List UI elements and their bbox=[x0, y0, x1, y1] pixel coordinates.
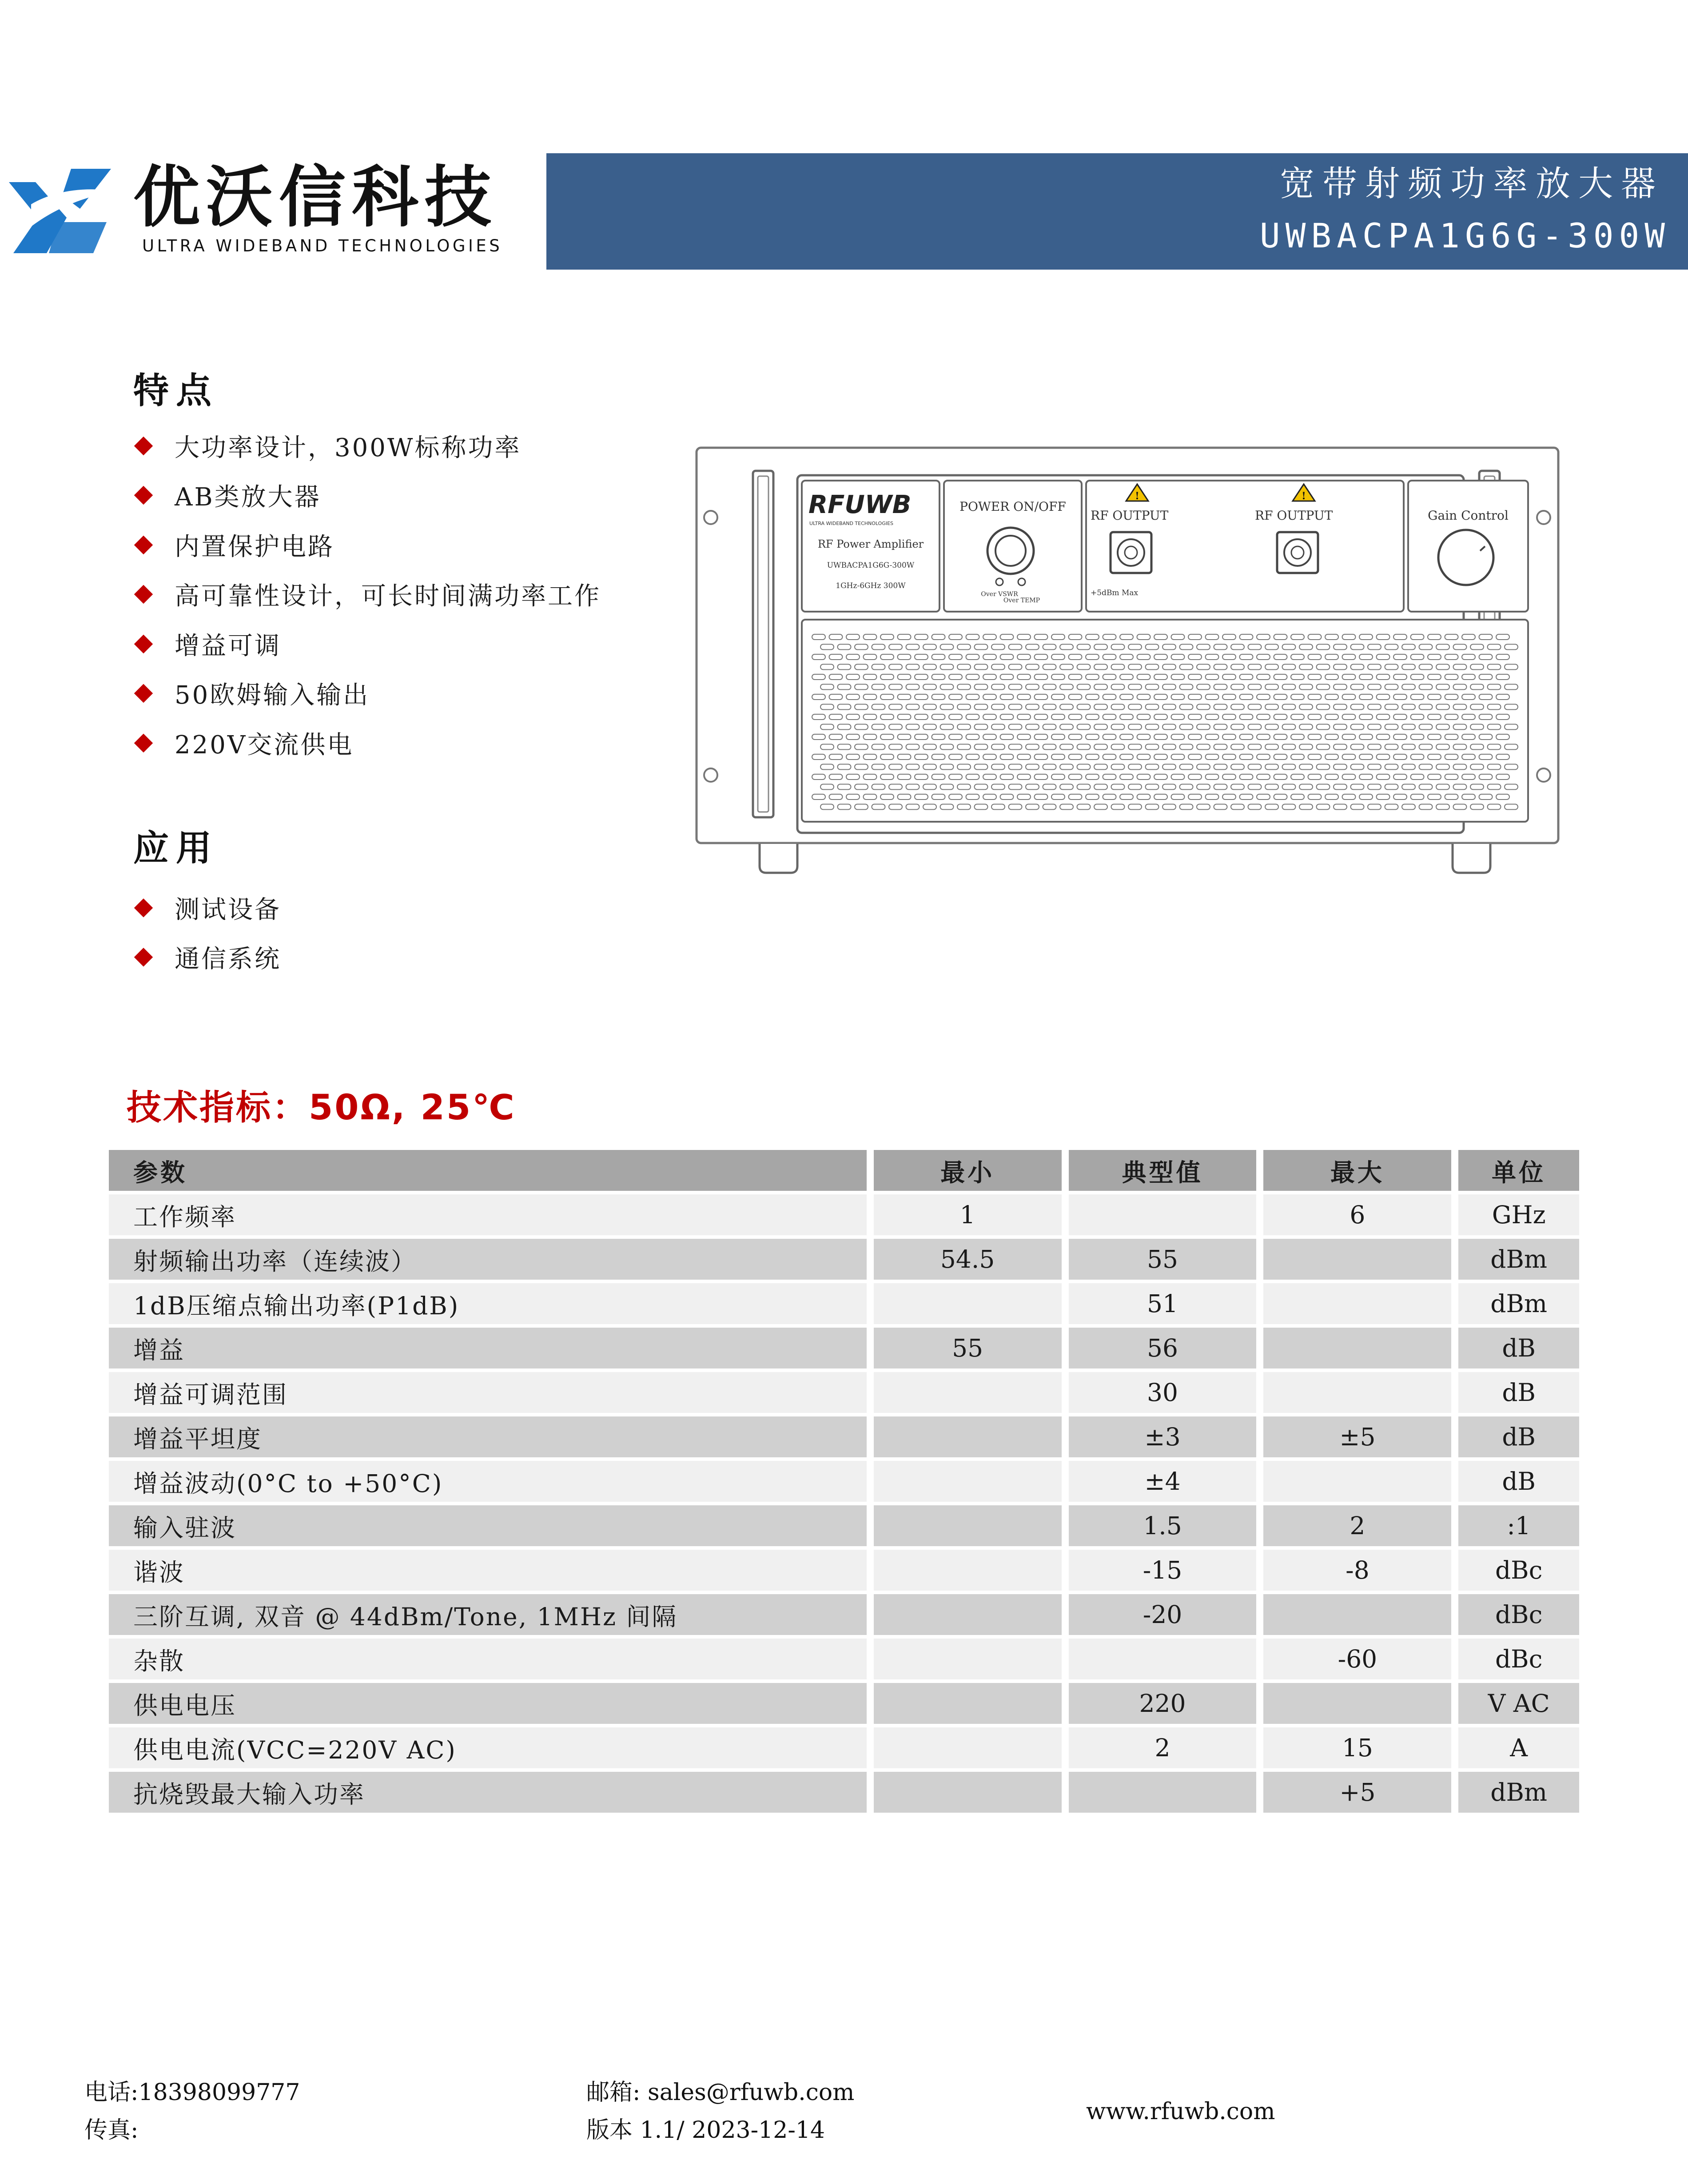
rf-connector-icon bbox=[1111, 532, 1151, 573]
list-item: 220V交流供电 bbox=[133, 718, 601, 768]
min-cell bbox=[874, 1505, 1062, 1546]
param-cell: 供电电压 bbox=[109, 1683, 867, 1724]
min-cell bbox=[874, 1727, 1062, 1768]
table-row bbox=[109, 1370, 1579, 1415]
max-cell bbox=[1263, 1683, 1451, 1724]
max-cell: -60 bbox=[1263, 1639, 1451, 1679]
table-row bbox=[109, 1415, 1579, 1459]
min-cell bbox=[874, 1639, 1062, 1679]
typ-cell bbox=[1069, 1639, 1257, 1679]
param-cell: 抗烧毁最大输入功率 bbox=[109, 1772, 867, 1813]
param-cell: 增益平坦度 bbox=[109, 1416, 867, 1457]
param-cell: 谐波 bbox=[109, 1550, 867, 1591]
rf-input-note: +5dBm Max bbox=[1091, 589, 1139, 597]
param-cell: 工作频率 bbox=[109, 1194, 867, 1235]
min-cell bbox=[874, 1594, 1062, 1635]
column-header: 参数 bbox=[109, 1150, 867, 1191]
min-cell: 54.5 bbox=[874, 1239, 1062, 1280]
unit-cell: GHz bbox=[1458, 1194, 1579, 1235]
typ-cell: ±4 bbox=[1069, 1461, 1257, 1502]
unit-cell: dBc bbox=[1458, 1550, 1579, 1591]
max-cell bbox=[1263, 1594, 1451, 1635]
diamond-bullet-icon bbox=[134, 585, 153, 604]
applications-heading: 应用 bbox=[133, 827, 219, 869]
list-item: 增益可调 bbox=[133, 619, 601, 669]
diamond-bullet-icon bbox=[134, 486, 153, 505]
min-cell: 55 bbox=[874, 1328, 1062, 1368]
table-row bbox=[109, 1326, 1579, 1370]
unit-cell: dB bbox=[1458, 1372, 1579, 1413]
power-switch-icon bbox=[987, 528, 1034, 574]
typ-cell: -15 bbox=[1069, 1550, 1257, 1591]
unit-cell: dBc bbox=[1458, 1639, 1579, 1679]
title-banner bbox=[546, 153, 1688, 270]
min-cell bbox=[874, 1772, 1062, 1813]
table-row bbox=[109, 1726, 1579, 1770]
column-header: 典型值 bbox=[1069, 1150, 1257, 1191]
min-cell bbox=[874, 1683, 1062, 1724]
typ-cell: 30 bbox=[1069, 1372, 1257, 1413]
typ-cell: 55 bbox=[1069, 1239, 1257, 1280]
gain-control-label: Gain Control bbox=[1428, 508, 1509, 523]
applications-list bbox=[133, 883, 281, 982]
unit-cell: dBm bbox=[1458, 1239, 1579, 1280]
typ-cell: 2 bbox=[1069, 1727, 1257, 1768]
unit-cell: dBm bbox=[1458, 1283, 1579, 1324]
table-row bbox=[109, 1637, 1579, 1681]
min-cell bbox=[874, 1461, 1062, 1502]
spec-heading: 技术指标：50Ω, 25℃ bbox=[127, 1088, 516, 1128]
param-cell: 增益 bbox=[109, 1328, 867, 1368]
typ-cell: 51 bbox=[1069, 1283, 1257, 1324]
typ-cell: 220 bbox=[1069, 1683, 1257, 1724]
diamond-bullet-icon bbox=[134, 684, 153, 703]
min-cell bbox=[874, 1372, 1062, 1413]
over-vswr-label: Over VSWR bbox=[981, 591, 1018, 598]
param-cell: 1dB压缩点输出功率(P1dB) bbox=[109, 1283, 867, 1324]
list-item: AB类放大器 bbox=[133, 471, 601, 521]
panel-product: RF Power Amplifier bbox=[817, 538, 924, 550]
diamond-bullet-icon bbox=[134, 437, 153, 455]
spec-table bbox=[109, 1148, 1579, 1814]
list-item: 50欧姆输入输出 bbox=[133, 669, 601, 719]
rf-output-label-1: RF OUTPUT bbox=[1091, 508, 1169, 523]
table-row bbox=[109, 1548, 1579, 1592]
features-list bbox=[133, 421, 601, 768]
list-item: 通信系统 bbox=[133, 933, 281, 983]
footer-fax: 传真: bbox=[84, 2117, 139, 2144]
panel-model: UWBACPA1G6G-300W bbox=[827, 561, 915, 570]
typ-cell bbox=[1069, 1194, 1257, 1235]
max-cell bbox=[1263, 1372, 1451, 1413]
unit-cell: dB bbox=[1458, 1461, 1579, 1502]
max-cell bbox=[1263, 1239, 1451, 1280]
panel-brand: RFUWB bbox=[808, 490, 912, 519]
unit-cell: A bbox=[1458, 1727, 1579, 1768]
typ-cell: 56 bbox=[1069, 1328, 1257, 1368]
rf-connector-icon bbox=[1277, 532, 1318, 573]
diamond-bullet-icon bbox=[134, 948, 153, 967]
max-cell: 6 bbox=[1263, 1194, 1451, 1235]
unit-cell: :1 bbox=[1458, 1505, 1579, 1546]
rf-output-label-2: RF OUTPUT bbox=[1255, 508, 1333, 523]
svg-text:!: ! bbox=[1135, 490, 1139, 502]
product-title: 宽带射频功率放大器 bbox=[1279, 164, 1664, 204]
footer-website[interactable]: www.rfuwb.com bbox=[1086, 2098, 1275, 2125]
typ-cell: -20 bbox=[1069, 1594, 1257, 1635]
product-model: UWBACPA1G6G-300W bbox=[1259, 216, 1670, 255]
over-temp-label: Over TEMP bbox=[1003, 597, 1040, 604]
param-cell: 增益波动(0°C to +50°C) bbox=[109, 1461, 867, 1502]
param-cell: 三阶互调, 双音 @ 44dBm/Tone, 1MHz 间隔 bbox=[109, 1594, 867, 1635]
max-cell: 15 bbox=[1263, 1727, 1451, 1768]
table-row bbox=[109, 1237, 1579, 1281]
list-item: 大功率设计，300W标称功率 bbox=[133, 421, 601, 471]
min-cell bbox=[874, 1416, 1062, 1457]
param-cell: 供电电流(VCC=220V AC) bbox=[109, 1727, 867, 1768]
list-item: 测试设备 bbox=[133, 883, 281, 933]
brand-name-cn: 优沃信科技 bbox=[133, 159, 498, 236]
table-row bbox=[109, 1459, 1579, 1504]
unit-cell: V AC bbox=[1458, 1683, 1579, 1724]
unit-cell: dB bbox=[1458, 1328, 1579, 1368]
gain-knob-icon bbox=[1438, 530, 1493, 585]
features-heading: 特点 bbox=[133, 370, 219, 411]
table-row bbox=[109, 1592, 1579, 1637]
panel-brand-sub: ULTRA WIDEBAND TECHNOLOGIES bbox=[809, 521, 894, 526]
column-header: 最大 bbox=[1263, 1150, 1451, 1191]
max-cell: +5 bbox=[1263, 1772, 1451, 1813]
unit-cell: dB bbox=[1458, 1416, 1579, 1457]
list-item: 高可靠性设计，可长时间满功率工作 bbox=[133, 570, 601, 620]
table-row bbox=[109, 1770, 1579, 1814]
list-item: 内置保护电路 bbox=[133, 520, 601, 570]
min-cell bbox=[874, 1550, 1062, 1591]
max-cell: 2 bbox=[1263, 1505, 1451, 1546]
table-row bbox=[109, 1681, 1579, 1726]
diamond-bullet-icon bbox=[134, 536, 153, 554]
param-cell: 杂散 bbox=[109, 1639, 867, 1679]
table-row bbox=[109, 1504, 1579, 1548]
param-cell: 输入驻波 bbox=[109, 1505, 867, 1546]
footer-version: 版本 1.1/ 2023-12-14 bbox=[586, 2117, 825, 2144]
unit-cell: dBc bbox=[1458, 1594, 1579, 1635]
svg-text:!: ! bbox=[1302, 490, 1306, 502]
max-cell: ±5 bbox=[1263, 1416, 1451, 1457]
min-cell: 1 bbox=[874, 1194, 1062, 1235]
param-cell: 射频输出功率（连续波） bbox=[109, 1239, 867, 1280]
brand-name-en: ULTRA WIDEBAND TECHNOLOGIES bbox=[142, 236, 503, 255]
table-header bbox=[109, 1148, 1579, 1193]
max-cell bbox=[1263, 1283, 1451, 1324]
table-row bbox=[109, 1193, 1579, 1237]
max-cell bbox=[1263, 1328, 1451, 1368]
footer-phone: 电话:18398099777 bbox=[84, 2079, 300, 2106]
typ-cell bbox=[1069, 1772, 1257, 1813]
typ-cell: 1.5 bbox=[1069, 1505, 1257, 1546]
param-cell: 增益可调范围 bbox=[109, 1372, 867, 1413]
diamond-bullet-icon bbox=[134, 734, 153, 752]
footer-email[interactable]: 邮箱: sales@rfuwb.com bbox=[586, 2079, 855, 2106]
power-label: POWER ON/OFF bbox=[959, 499, 1066, 514]
diamond-bullet-icon bbox=[134, 899, 153, 917]
max-cell: -8 bbox=[1263, 1550, 1451, 1591]
company-logo-icon bbox=[4, 164, 115, 258]
max-cell bbox=[1263, 1461, 1451, 1502]
min-cell bbox=[874, 1283, 1062, 1324]
column-header: 单位 bbox=[1458, 1150, 1579, 1191]
panel-spec: 1GHz-6GHz 300W bbox=[836, 581, 906, 590]
column-header: 最小 bbox=[874, 1150, 1062, 1191]
diamond-bullet-icon bbox=[134, 635, 153, 653]
amplifier-front-panel-drawing bbox=[693, 444, 1581, 879]
table-row bbox=[109, 1281, 1579, 1326]
unit-cell: dBm bbox=[1458, 1772, 1579, 1813]
typ-cell: ±3 bbox=[1069, 1416, 1257, 1457]
